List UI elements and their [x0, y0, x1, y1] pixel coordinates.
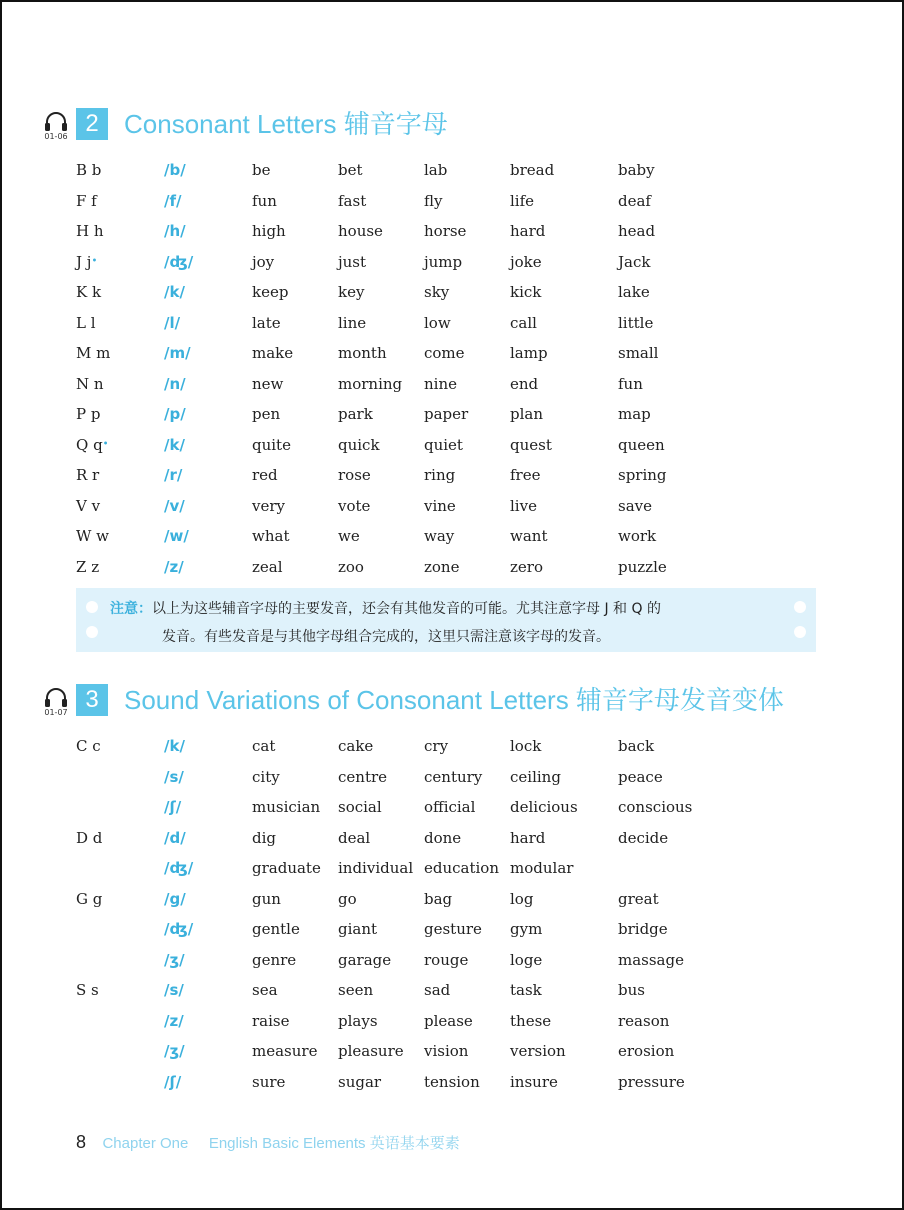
- table-row: [2, 313, 902, 343]
- table-row: [2, 767, 902, 797]
- table-row: [2, 343, 902, 373]
- word-cell: high: [252, 222, 286, 240]
- word-cell: ring: [424, 466, 456, 484]
- word-cell: zone: [424, 558, 460, 576]
- table-row: [2, 797, 902, 827]
- letter-cell: F f: [76, 192, 97, 210]
- word-cell: spring: [618, 466, 667, 484]
- word-cell: ceiling: [510, 768, 561, 786]
- word-cell: plays: [338, 1012, 378, 1030]
- word-cell: way: [424, 527, 455, 545]
- letter-cell: P p: [76, 405, 101, 423]
- word-cell: keep: [252, 283, 289, 301]
- word-cell: save: [618, 497, 652, 515]
- word-cell: key: [338, 283, 365, 301]
- ipa-cell: /p/: [164, 405, 186, 423]
- word-cell: pleasure: [338, 1042, 404, 1060]
- table-row: [2, 557, 902, 587]
- word-cell: task: [510, 981, 542, 999]
- word-cell: fun: [618, 375, 643, 393]
- table-row: [2, 160, 902, 190]
- word-cell: bag: [424, 890, 453, 908]
- table-row: [2, 191, 902, 221]
- section-title: Consonant Letters 辅音字母: [124, 109, 448, 139]
- word-cell: sugar: [338, 1073, 382, 1091]
- word-cell: lock: [510, 737, 542, 755]
- table-row: [2, 889, 902, 919]
- audio-code: 01-06: [44, 132, 68, 141]
- letter-cell: D d: [76, 829, 103, 847]
- letter-cell: S s: [76, 981, 99, 999]
- section-title: Sound Variations of Consonant Letters 辅音字母发音变体: [124, 685, 784, 715]
- word-cell: quick: [338, 436, 380, 454]
- word-cell: loge: [510, 951, 543, 969]
- word-cell: zeal: [252, 558, 283, 576]
- table-row: [2, 252, 902, 282]
- word-cell: log: [510, 890, 534, 908]
- ipa-cell: /k/: [164, 737, 185, 755]
- word-cell: horse: [424, 222, 467, 240]
- word-cell: little: [618, 314, 654, 332]
- headphones-icon: [42, 688, 70, 708]
- word-cell: individual: [338, 859, 414, 877]
- word-cell: rouge: [424, 951, 469, 969]
- ipa-cell: /v/: [164, 497, 185, 515]
- word-cell: erosion: [618, 1042, 675, 1060]
- ipa-cell: /ʃ/: [164, 1073, 182, 1091]
- word-cell: just: [338, 253, 367, 271]
- word-cell: education: [424, 859, 499, 877]
- word-cell: cry: [424, 737, 449, 755]
- word-cell: gesture: [424, 920, 482, 938]
- word-cell: pen: [252, 405, 281, 423]
- word-cell: cake: [338, 737, 374, 755]
- table-row: [2, 919, 902, 949]
- word-cell: quest: [510, 436, 552, 454]
- word-cell: raise: [252, 1012, 290, 1030]
- word-cell: park: [338, 405, 373, 423]
- word-cell: rose: [338, 466, 371, 484]
- note-marker: •: [102, 439, 109, 450]
- word-cell: come: [424, 344, 465, 362]
- ipa-cell: /b/: [164, 161, 186, 179]
- table-row: [2, 496, 902, 526]
- word-cell: insure: [510, 1073, 558, 1091]
- letter-cell: B b: [76, 161, 102, 179]
- word-cell: be: [252, 161, 271, 179]
- word-cell: hard: [510, 829, 546, 847]
- word-cell: zero: [510, 558, 543, 576]
- word-cell: nine: [424, 375, 457, 393]
- note-box: [76, 588, 816, 652]
- word-cell: lab: [424, 161, 448, 179]
- decorative-dot: [86, 601, 98, 613]
- word-cell: joke: [510, 253, 542, 271]
- note-line-1: 注意：以上为这些辅音字母的主要发音，还会有其他发音的可能。尤其注意字母 J 和 Q 的: [110, 601, 661, 617]
- letter-cell: M m: [76, 344, 111, 362]
- word-cell: massage: [618, 951, 684, 969]
- ipa-cell: /r/: [164, 466, 183, 484]
- word-cell: quite: [252, 436, 291, 454]
- ipa-cell: /ʃ/: [164, 798, 182, 816]
- decorative-dot: [86, 626, 98, 638]
- ipa-cell: /ʤ/: [164, 253, 194, 271]
- word-cell: decide: [618, 829, 669, 847]
- audio-track-01-06[interactable]: [40, 112, 72, 140]
- word-cell: make: [252, 344, 294, 362]
- letter-cell: N n: [76, 375, 104, 393]
- letter-cell: J j•: [76, 253, 98, 271]
- word-cell: house: [338, 222, 383, 240]
- word-cell: conscious: [618, 798, 693, 816]
- note-line-2: 发音。有些发音是与其他字母组合完成的，这里只需注意该字母的发音。: [162, 629, 610, 645]
- word-cell: pressure: [618, 1073, 685, 1091]
- word-cell: sad: [424, 981, 451, 999]
- word-cell: tension: [424, 1073, 480, 1091]
- word-cell: musician: [252, 798, 321, 816]
- note-label: 注意：: [110, 601, 152, 617]
- table-row: [2, 1041, 902, 1071]
- ipa-cell: /d/: [164, 829, 186, 847]
- word-cell: morning: [338, 375, 403, 393]
- word-cell: official: [424, 798, 476, 816]
- table-row: [2, 374, 902, 404]
- word-cell: deaf: [618, 192, 651, 210]
- headphones-icon: [42, 112, 70, 132]
- ipa-cell: /z/: [164, 558, 184, 576]
- word-cell: deal: [338, 829, 371, 847]
- letter-cell: Q q•: [76, 436, 109, 454]
- word-cell: delicious: [510, 798, 578, 816]
- word-cell: genre: [252, 951, 297, 969]
- word-cell: lake: [618, 283, 650, 301]
- word-cell: bet: [338, 161, 363, 179]
- word-cell: puzzle: [618, 558, 667, 576]
- word-cell: lamp: [510, 344, 548, 362]
- word-cell: fly: [424, 192, 443, 210]
- word-cell: very: [252, 497, 285, 515]
- ipa-cell: /s/: [164, 981, 184, 999]
- letter-cell: V v: [76, 497, 101, 515]
- ipa-cell: /z/: [164, 1012, 184, 1030]
- word-cell: gun: [252, 890, 281, 908]
- section-number: 2: [76, 108, 108, 140]
- word-cell: vote: [338, 497, 371, 515]
- word-cell: quiet: [424, 436, 463, 454]
- word-cell: bread: [510, 161, 555, 179]
- word-cell: go: [338, 890, 357, 908]
- word-cell: head: [618, 222, 656, 240]
- ipa-cell: /l/: [164, 314, 181, 332]
- letter-cell: L l: [76, 314, 96, 332]
- word-cell: gentle: [252, 920, 300, 938]
- table-row: [2, 404, 902, 434]
- letter-cell: C c: [76, 737, 101, 755]
- word-cell: hard: [510, 222, 546, 240]
- letter-cell: K k: [76, 283, 102, 301]
- word-cell: reason: [618, 1012, 670, 1030]
- ipa-cell: /ʒ/: [164, 951, 185, 969]
- ipa-cell: /ʤ/: [164, 920, 194, 938]
- ipa-cell: /k/: [164, 283, 185, 301]
- chapter-subtitle: English Basic Elements 英语基本要素: [208, 1135, 460, 1152]
- word-cell: fast: [338, 192, 367, 210]
- letter-cell: W w: [76, 527, 110, 545]
- word-cell: paper: [424, 405, 469, 423]
- word-cell: vision: [424, 1042, 469, 1060]
- word-cell: modular: [510, 859, 574, 877]
- word-cell: baby: [618, 161, 655, 179]
- word-cell: line: [338, 314, 367, 332]
- word-cell: bridge: [618, 920, 668, 938]
- ipa-cell: /ʒ/: [164, 1042, 185, 1060]
- note-marker: •: [91, 256, 98, 267]
- table-row: [2, 858, 902, 888]
- word-cell: city: [252, 768, 280, 786]
- audio-track-01-07[interactable]: [40, 688, 72, 716]
- word-cell: social: [338, 798, 382, 816]
- decorative-dot: [794, 626, 806, 638]
- letter-cell: G g: [76, 890, 103, 908]
- word-cell: we: [338, 527, 360, 545]
- letter-cell: Z z: [76, 558, 100, 576]
- word-cell: want: [510, 527, 548, 545]
- word-cell: graduate: [252, 859, 321, 877]
- word-cell: kick: [510, 283, 542, 301]
- word-cell: seen: [338, 981, 374, 999]
- table-row: [2, 1072, 902, 1102]
- word-cell: end: [510, 375, 539, 393]
- word-cell: giant: [338, 920, 378, 938]
- word-cell: zoo: [338, 558, 364, 576]
- word-cell: new: [252, 375, 284, 393]
- table-row: [2, 465, 902, 495]
- word-cell: fun: [252, 192, 277, 210]
- audio-code: 01-07: [44, 708, 68, 717]
- word-cell: joy: [252, 253, 275, 271]
- page-footer: [76, 1132, 460, 1153]
- ipa-cell: /n/: [164, 375, 186, 393]
- word-cell: late: [252, 314, 281, 332]
- word-cell: peace: [618, 768, 663, 786]
- word-cell: version: [510, 1042, 566, 1060]
- word-cell: please: [424, 1012, 473, 1030]
- word-cell: dig: [252, 829, 277, 847]
- table-row: [2, 282, 902, 312]
- word-cell: vine: [424, 497, 456, 515]
- table-row: [2, 950, 902, 980]
- word-cell: jump: [424, 253, 463, 271]
- decorative-dot: [794, 601, 806, 613]
- table-row: [2, 526, 902, 556]
- chapter-label: Chapter One: [102, 1135, 189, 1152]
- ipa-cell: /k/: [164, 436, 185, 454]
- word-cell: live: [510, 497, 537, 515]
- ipa-cell: /s/: [164, 768, 184, 786]
- word-cell: plan: [510, 405, 544, 423]
- word-cell: sea: [252, 981, 278, 999]
- word-cell: garage: [338, 951, 392, 969]
- table-row: [2, 828, 902, 858]
- word-cell: back: [618, 737, 655, 755]
- word-cell: red: [252, 466, 278, 484]
- word-cell: map: [618, 405, 651, 423]
- word-cell: queen: [618, 436, 665, 454]
- table-row: [2, 736, 902, 766]
- table-row: [2, 1011, 902, 1041]
- word-cell: what: [252, 527, 290, 545]
- ipa-cell: /ʤ/: [164, 859, 194, 877]
- word-cell: free: [510, 466, 541, 484]
- word-cell: month: [338, 344, 387, 362]
- ipa-cell: /g/: [164, 890, 186, 908]
- letter-cell: R r: [76, 466, 100, 484]
- word-cell: century: [424, 768, 483, 786]
- table-row: [2, 435, 902, 465]
- letter-cell: H h: [76, 222, 104, 240]
- word-cell: done: [424, 829, 462, 847]
- ipa-cell: /m/: [164, 344, 191, 362]
- word-cell: great: [618, 890, 659, 908]
- word-cell: work: [618, 527, 657, 545]
- word-cell: bus: [618, 981, 645, 999]
- word-cell: gym: [510, 920, 543, 938]
- word-cell: measure: [252, 1042, 318, 1060]
- page-number: 8: [76, 1132, 87, 1152]
- section-number: 3: [76, 684, 108, 716]
- word-cell: small: [618, 344, 659, 362]
- table-row: [2, 980, 902, 1010]
- word-cell: sure: [252, 1073, 286, 1091]
- word-cell: sky: [424, 283, 450, 301]
- word-cell: these: [510, 1012, 552, 1030]
- word-cell: call: [510, 314, 537, 332]
- word-cell: life: [510, 192, 535, 210]
- word-cell: Jack: [618, 253, 651, 271]
- ipa-cell: /f/: [164, 192, 182, 210]
- word-cell: centre: [338, 768, 388, 786]
- word-cell: low: [424, 314, 451, 332]
- table-row: [2, 221, 902, 251]
- ipa-cell: /h/: [164, 222, 186, 240]
- word-cell: cat: [252, 737, 276, 755]
- ipa-cell: /w/: [164, 527, 189, 545]
